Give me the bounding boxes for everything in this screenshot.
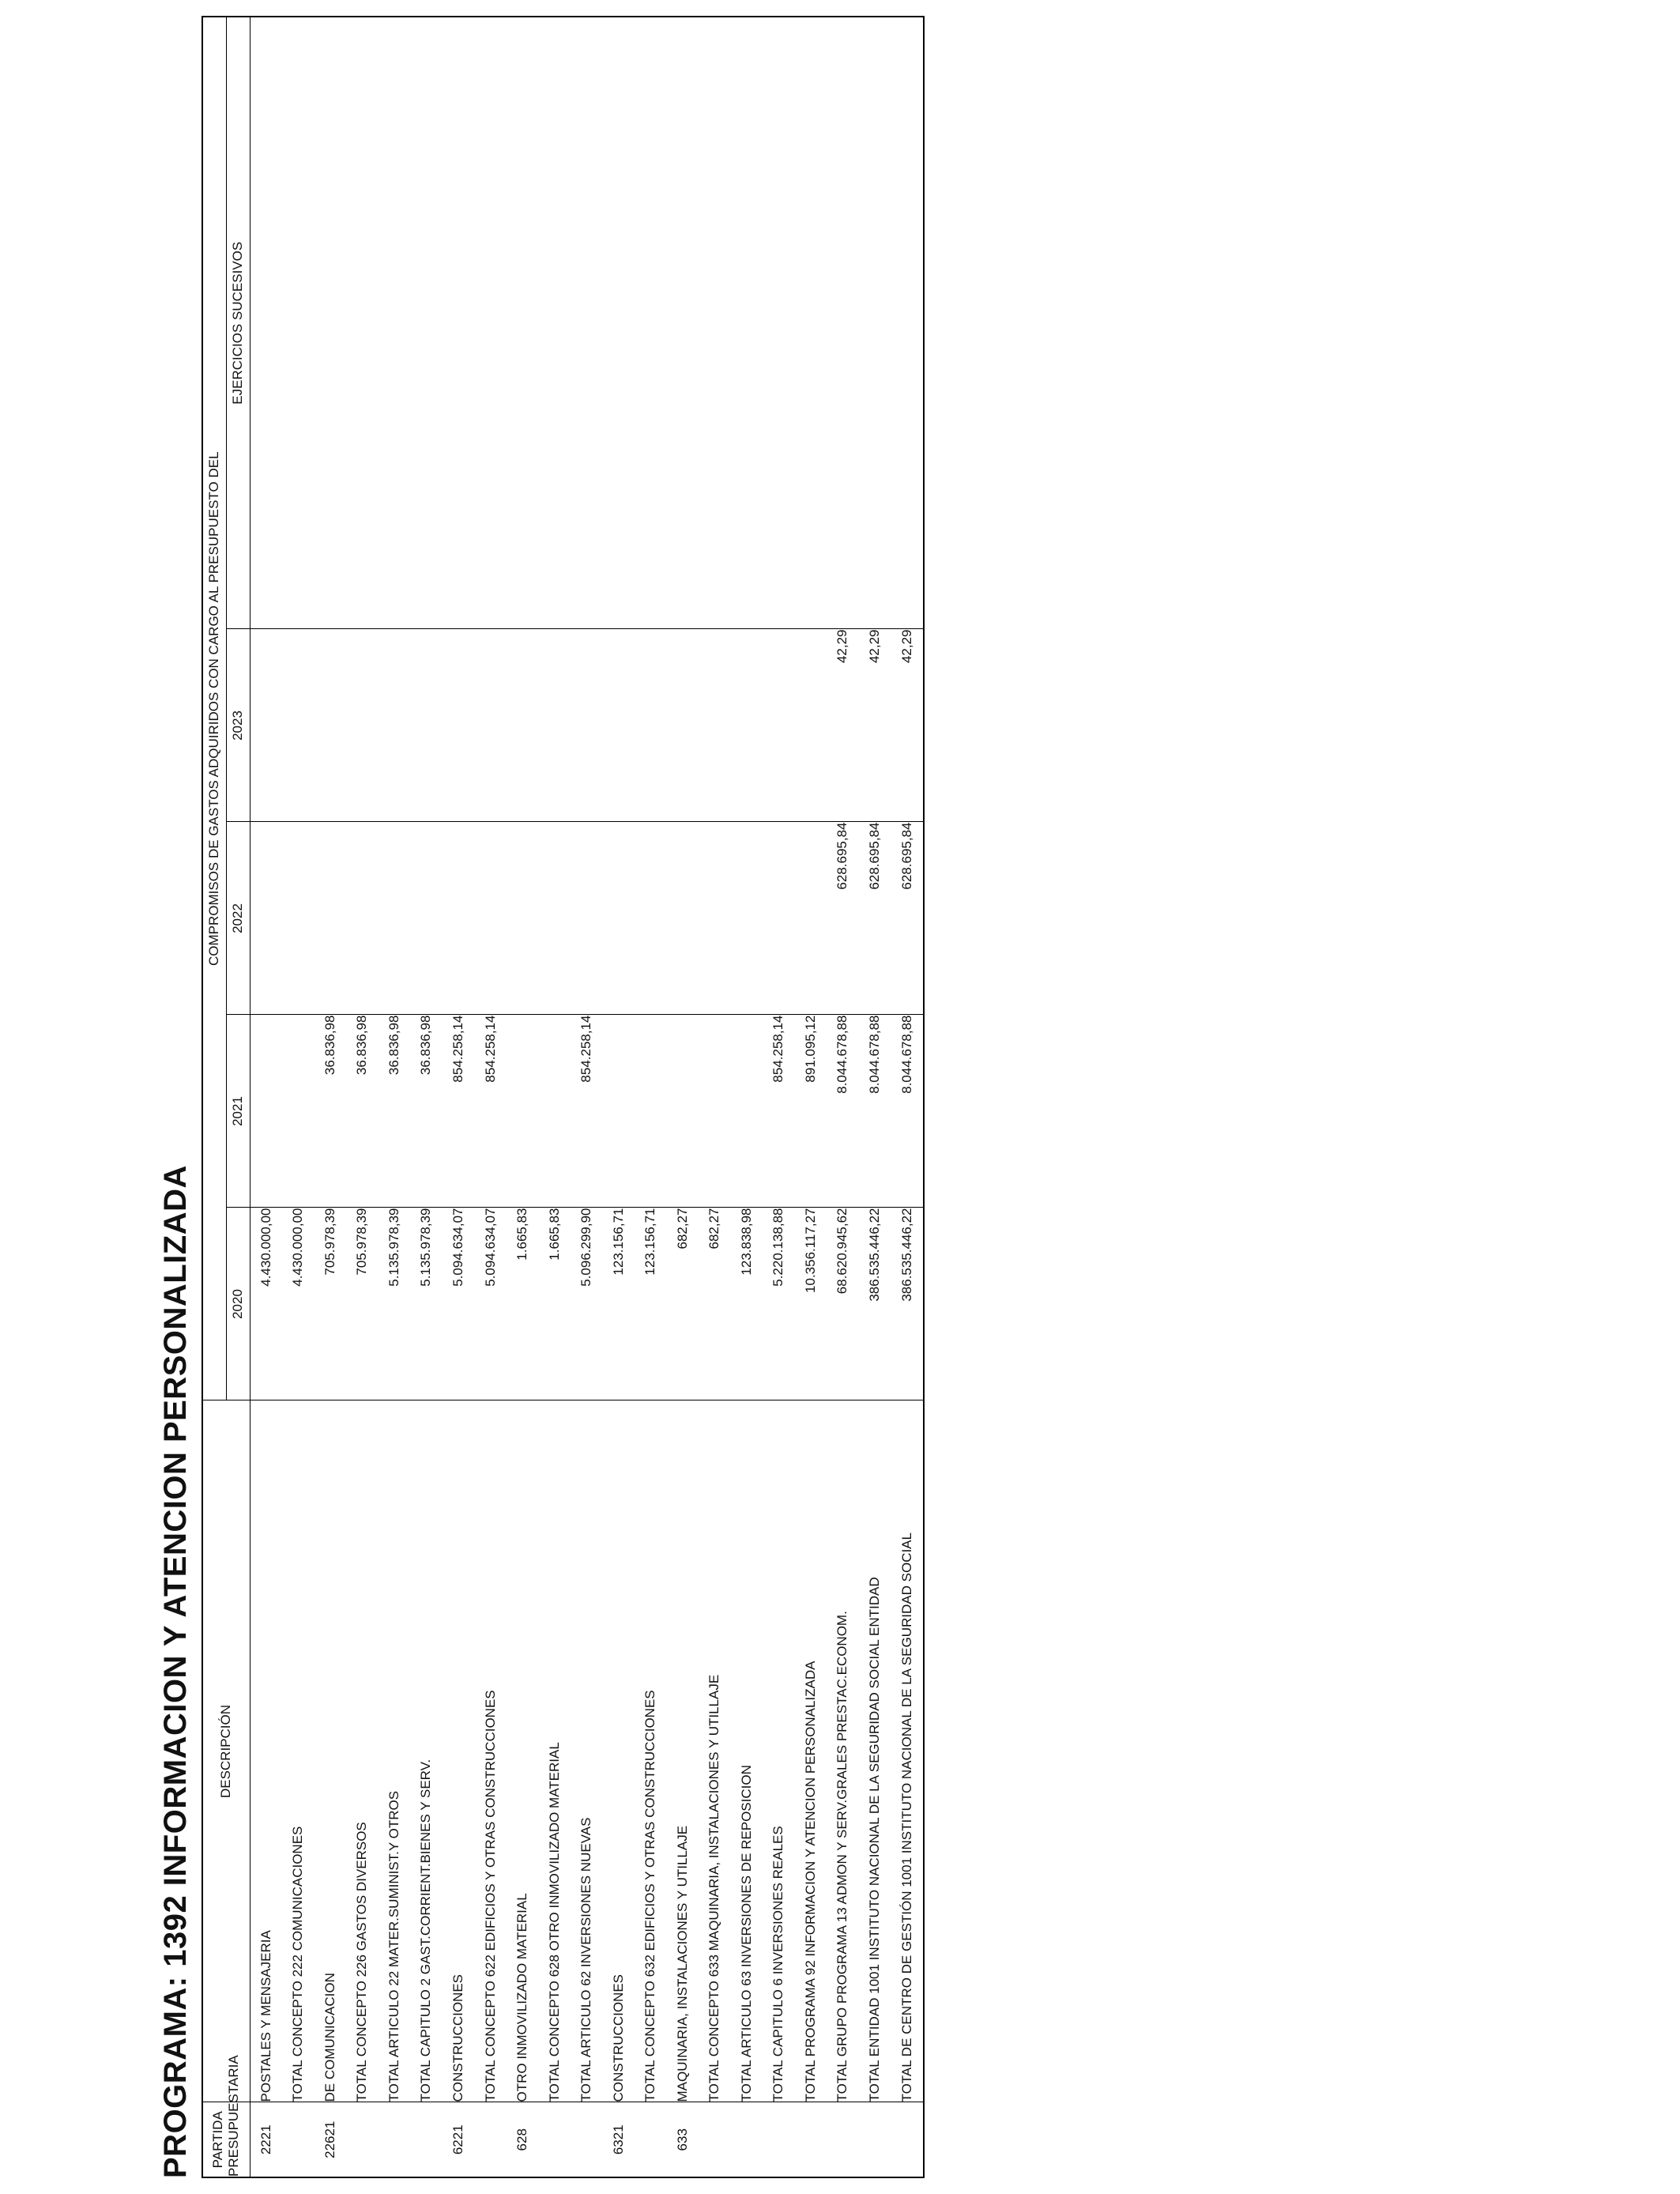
table-row — [346, 17, 379, 2177]
value-2021-cell: 36.836,98 — [410, 1015, 443, 1208]
table-row — [666, 17, 699, 2177]
partida-cell — [282, 2102, 315, 2177]
table-row — [730, 17, 763, 2177]
value-2023-cell — [699, 629, 731, 822]
value-2022-cell — [666, 822, 699, 1015]
value-2023-cell — [250, 629, 282, 822]
header-descripcion: DESCRIPCIÓN — [202, 1400, 250, 2102]
value-2022-cell: 628.695,84 — [891, 822, 924, 1015]
partida-cell — [827, 2102, 859, 2177]
description-cell: TOTAL PROGRAMA 92 INFORMACION Y ATENCION PERSONALIZADA — [795, 1400, 827, 2102]
value-sucesivos-cell — [507, 17, 539, 629]
value-2023-cell — [635, 629, 667, 822]
value-2020-cell: 5.094.634,07 — [443, 1208, 475, 1400]
header-year-2022: 2022 — [226, 822, 250, 1015]
partida-cell — [346, 2102, 379, 2177]
value-2022-cell — [538, 822, 571, 1015]
partida-cell: 22621 — [315, 2102, 347, 2177]
table-row — [602, 17, 635, 2177]
table-row — [763, 17, 795, 2177]
value-2022-cell — [379, 822, 411, 1015]
value-sucesivos-cell — [891, 17, 924, 629]
value-2022-cell — [346, 822, 379, 1015]
table-row — [795, 17, 827, 2177]
value-2021-cell: 8.044.678,88 — [827, 1015, 859, 1208]
description-cell: TOTAL CAPITULO 6 INVERSIONES REALES — [763, 1400, 795, 2102]
value-2022-cell: 628.695,84 — [827, 822, 859, 1015]
table-row — [250, 17, 282, 2177]
partida-cell: 628 — [507, 2102, 539, 2177]
value-2020-cell: 5.135.978,39 — [410, 1208, 443, 1400]
table-row — [379, 17, 411, 2177]
table-row — [443, 17, 475, 2177]
partida-cell — [410, 2102, 443, 2177]
partida-cell — [891, 2102, 924, 2177]
description-cell: MAQUINARIA, INSTALACIONES Y UTILLAJE — [666, 1400, 699, 2102]
value-2021-cell: 8.044.678,88 — [859, 1015, 891, 1208]
value-sucesivos-cell — [538, 17, 571, 629]
description-cell: TOTAL ARTICULO 63 INVERSIONES DE REPOSICION — [730, 1400, 763, 2102]
value-2023-cell — [795, 629, 827, 822]
value-2021-cell: 854.258,14 — [474, 1015, 507, 1208]
value-2020-cell: 386.535.446,22 — [859, 1208, 891, 1400]
value-2022-cell — [795, 822, 827, 1015]
partida-cell — [379, 2102, 411, 2177]
value-2022-cell — [699, 822, 731, 1015]
value-2020-cell: 10.356.117,27 — [795, 1208, 827, 1400]
partida-cell — [859, 2102, 891, 2177]
value-2023-cell — [315, 629, 347, 822]
value-2022-cell: 628.695,84 — [859, 822, 891, 1015]
value-2023-cell — [538, 629, 571, 822]
value-2022-cell — [602, 822, 635, 1015]
value-sucesivos-cell — [346, 17, 379, 629]
value-2023-cell: 42,29 — [827, 629, 859, 822]
value-2021-cell — [282, 1015, 315, 1208]
description-cell: CONSTRUCCIONES — [602, 1400, 635, 2102]
value-2020-cell: 1.665,83 — [538, 1208, 571, 1400]
value-2021-cell — [507, 1015, 539, 1208]
value-sucesivos-cell — [474, 17, 507, 629]
table-row — [571, 17, 603, 2177]
value-2022-cell — [410, 822, 443, 1015]
table-row — [507, 17, 539, 2177]
header-year-2020: 2020 — [226, 1208, 250, 1400]
description-cell: TOTAL CONCEPTO 226 GASTOS DIVERSOS — [346, 1400, 379, 2102]
partida-cell — [699, 2102, 731, 2177]
value-2020-cell: 123.156,71 — [602, 1208, 635, 1400]
value-sucesivos-cell — [763, 17, 795, 629]
table-row — [891, 17, 924, 2177]
header-partida: PARTIDA PRESUPUESTARIA — [202, 2102, 250, 2177]
value-2022-cell — [730, 822, 763, 1015]
description-cell: TOTAL DE CENTRO DE GESTIÓN 1001 INSTITUTO NACIONAL DE LA SEGURIDAD SOCIAL — [891, 1400, 924, 2102]
value-sucesivos-cell — [315, 17, 347, 629]
description-cell: TOTAL ENTIDAD 1001 INSTITUTO NACIONAL DE LA SEGURIDAD SOCIAL ENTIDAD — [859, 1400, 891, 2102]
value-2020-cell: 4.430.000,00 — [250, 1208, 282, 1400]
value-2023-cell: 42,29 — [891, 629, 924, 822]
table-row — [635, 17, 667, 2177]
partida-cell — [730, 2102, 763, 2177]
value-2020-cell: 5.096.299,90 — [571, 1208, 603, 1400]
table-row — [315, 17, 347, 2177]
value-sucesivos-cell — [635, 17, 667, 629]
value-2023-cell — [282, 629, 315, 822]
value-sucesivos-cell — [795, 17, 827, 629]
partida-cell: 633 — [666, 2102, 699, 2177]
value-2021-cell — [635, 1015, 667, 1208]
value-sucesivos-cell — [571, 17, 603, 629]
value-sucesivos-cell — [666, 17, 699, 629]
value-2023-cell — [410, 629, 443, 822]
value-2021-cell — [666, 1015, 699, 1208]
description-cell: TOTAL CAPITULO 2 GAST.CORRIENT.BIENES Y SERV. — [410, 1400, 443, 2102]
value-2020-cell: 4.430.000,00 — [282, 1208, 315, 1400]
value-2020-cell: 705.978,39 — [346, 1208, 379, 1400]
value-2021-cell: 36.836,98 — [346, 1015, 379, 1208]
description-cell: TOTAL ARTICULO 22 MATER.SUMINIST.Y OTROS — [379, 1400, 411, 2102]
value-2020-cell: 5.220.138,88 — [763, 1208, 795, 1400]
value-2020-cell: 682,27 — [666, 1208, 699, 1400]
value-2022-cell — [763, 822, 795, 1015]
value-sucesivos-cell — [250, 17, 282, 629]
value-2021-cell: 8.044.678,88 — [891, 1015, 924, 1208]
value-2022-cell — [315, 822, 347, 1015]
value-2023-cell — [763, 629, 795, 822]
description-cell: TOTAL CONCEPTO 622 EDIFICIOS Y OTRAS CONSTRUCCIONES — [474, 1400, 507, 2102]
budget-table — [202, 16, 925, 2178]
value-2020-cell: 5.135.978,39 — [379, 1208, 411, 1400]
value-2020-cell: 68.620.945,62 — [827, 1208, 859, 1400]
partida-cell: 6321 — [602, 2102, 635, 2177]
partida-cell — [763, 2102, 795, 2177]
table-row — [827, 17, 859, 2177]
value-2020-cell: 705.978,39 — [315, 1208, 347, 1400]
value-2021-cell — [602, 1015, 635, 1208]
value-2023-cell — [571, 629, 603, 822]
header-year-2021: 2021 — [226, 1015, 250, 1208]
table-row — [538, 17, 571, 2177]
value-2021-cell — [699, 1015, 731, 1208]
value-2021-cell: 854.258,14 — [443, 1015, 475, 1208]
value-sucesivos-cell — [827, 17, 859, 629]
table-row — [282, 17, 315, 2177]
value-2020-cell: 386.535.446,22 — [891, 1208, 924, 1400]
partida-cell — [795, 2102, 827, 2177]
value-2021-cell — [730, 1015, 763, 1208]
description-cell: DE COMUNICACION — [315, 1400, 347, 2102]
value-2021-cell — [250, 1015, 282, 1208]
value-sucesivos-cell — [282, 17, 315, 629]
description-cell: POSTALES Y MENSAJERIA — [250, 1400, 282, 2102]
value-2022-cell — [635, 822, 667, 1015]
value-2023-cell — [507, 629, 539, 822]
value-2021-cell: 891.095,12 — [795, 1015, 827, 1208]
description-cell: TOTAL ARTICULO 62 INVERSIONES NUEVAS — [571, 1400, 603, 2102]
table-row — [474, 17, 507, 2177]
value-2022-cell — [282, 822, 315, 1015]
value-2023-cell — [666, 629, 699, 822]
value-2021-cell: 36.836,98 — [379, 1015, 411, 1208]
value-2020-cell: 5.094.634,07 — [474, 1208, 507, 1400]
description-cell: TOTAL CONCEPTO 633 MAQUINARIA, INSTALACIONES Y UTILLAJE — [699, 1400, 731, 2102]
value-2021-cell — [538, 1015, 571, 1208]
description-cell: TOTAL GRUPO PROGRAMA 13 ADMON Y SERV.GRALES PRESTAC.ECONOM. — [827, 1400, 859, 2102]
value-sucesivos-cell — [379, 17, 411, 629]
value-sucesivos-cell — [699, 17, 731, 629]
page-title: PROGRAMA: 1392 INFORMACION Y ATENCION PERSONALIZADA — [158, 1165, 193, 2178]
value-2023-cell — [379, 629, 411, 822]
value-2023-cell: 42,29 — [859, 629, 891, 822]
partida-cell — [571, 2102, 603, 2177]
partida-cell — [538, 2102, 571, 2177]
value-2021-cell: 854.258,14 — [571, 1015, 603, 1208]
value-2023-cell — [602, 629, 635, 822]
value-sucesivos-cell — [443, 17, 475, 629]
value-sucesivos-cell — [730, 17, 763, 629]
table-row — [410, 17, 443, 2177]
table-row — [859, 17, 891, 2177]
value-sucesivos-cell — [859, 17, 891, 629]
partida-cell: 2221 — [250, 2102, 282, 2177]
value-2022-cell — [474, 822, 507, 1015]
value-sucesivos-cell — [602, 17, 635, 629]
value-2022-cell — [571, 822, 603, 1015]
value-2023-cell — [346, 629, 379, 822]
value-2023-cell — [730, 629, 763, 822]
value-2022-cell — [250, 822, 282, 1015]
description-cell: CONSTRUCCIONES — [443, 1400, 475, 2102]
partida-cell: 6221 — [443, 2102, 475, 2177]
partida-cell — [635, 2102, 667, 2177]
value-2022-cell — [443, 822, 475, 1015]
header-year-2023: 2023 — [226, 629, 250, 822]
value-2020-cell: 123.156,71 — [635, 1208, 667, 1400]
header-ejercicios-sucesivos: EJERCICIOS SUCESIVOS — [226, 17, 250, 629]
description-cell: TOTAL CONCEPTO 632 EDIFICIOS Y OTRAS CONSTRUCCIONES — [635, 1400, 667, 2102]
value-2020-cell: 123.838,98 — [730, 1208, 763, 1400]
value-2022-cell — [507, 822, 539, 1015]
value-2020-cell: 682,27 — [699, 1208, 731, 1400]
value-2020-cell: 1.665,83 — [507, 1208, 539, 1400]
description-cell: TOTAL CONCEPTO 222 COMUNICACIONES — [282, 1400, 315, 2102]
header-compromisos: COMPROMISOS DE GASTOS ADQUIRIDOS CON CARGO AL PRESUPUESTO DEL — [202, 17, 226, 1400]
value-2023-cell — [474, 629, 507, 822]
partida-cell — [474, 2102, 507, 2177]
table-row — [699, 17, 731, 2177]
value-2021-cell: 36.836,98 — [315, 1015, 347, 1208]
value-2021-cell: 854.258,14 — [763, 1015, 795, 1208]
value-2023-cell — [443, 629, 475, 822]
value-sucesivos-cell — [410, 17, 443, 629]
description-cell: OTRO INMOVILIZADO MATERIAL — [507, 1400, 539, 2102]
description-cell: TOTAL CONCEPTO 628 OTRO INMOVILIZADO MATERIAL — [538, 1400, 571, 2102]
